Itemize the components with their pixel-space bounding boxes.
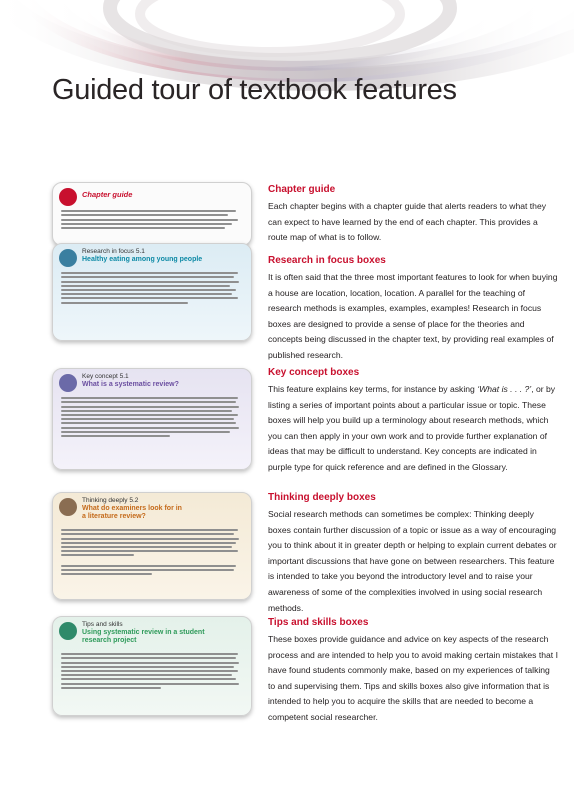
research-in-focus-thumbnail: [52, 243, 252, 341]
magnifier-icon: [59, 249, 77, 267]
thinking-deeply-section: [268, 491, 558, 616]
section-heading: Key concept boxes: [268, 367, 360, 378]
thumbnail-kicker: Key concept 5.1: [82, 373, 129, 380]
thinking-deeply-thumbnail: [52, 492, 252, 600]
chapter-guide-thumbnail: [52, 182, 252, 246]
thumbnail-kicker: Tips and skills: [82, 621, 123, 628]
section-heading: Thinking deeply boxes: [268, 492, 376, 503]
tools-icon: [59, 622, 77, 640]
thumbnail-title: Chapter guide: [82, 190, 133, 199]
section-body: Each chapter begins with a chapter guide that alerts readers to what they can expect to have learned by the end of each chapter. This provides a route map of what is to follow.: [268, 201, 547, 243]
tips-and-skills-thumbnail: [52, 616, 252, 716]
section-heading: Chapter guide: [268, 184, 336, 195]
section-heading: Tips and skills boxes: [268, 617, 369, 628]
info-icon: [59, 188, 77, 206]
thumbnail-title: What is a systematic review?: [82, 381, 179, 388]
thumbnail-title-line-2: a literature review?: [82, 513, 146, 520]
thinker-icon: [59, 498, 77, 516]
section-body: Social research methods can sometimes be complex: Thinking deeply boxes contain further discussion of a topic or issue as a way of encouraging you to think about it in greater depth or helping to explain current debates or important discussions that have gone on between researchers. This feature is intended to take you beyond the introductory level and to raise your awareness of some of the complexities involved in using social research methods.: [268, 509, 557, 613]
thumbnail-title: Using systematic review in a student: [82, 629, 205, 636]
research-in-focus-section: [268, 254, 558, 364]
thumbnail-text-lines: [53, 205, 251, 237]
thumbnail-text-lines: [53, 392, 251, 445]
section-body: These boxes provide guidance and advice on key aspects of the research process and are intended to help you to avoid making certain mistakes that I have found students commonly make, based on my experiences of talking to and supervising them. Tips and skills boxes also give information that is intended to help you to acquire the skills that are needed to become a competent social researcher.: [268, 634, 558, 722]
section-heading: Research in focus boxes: [268, 255, 386, 266]
key-icon: [59, 374, 77, 392]
thumbnail-title: What do examiners look for in: [82, 505, 182, 512]
thumbnail-title-line-2: research project: [82, 637, 137, 644]
body-text: , or by listing a series of important points about a particular issue or topic. These boxes will help you build up a terminology about research methods, which you can then apply in your own work and to provide further explanation of ideas that may be difficult to understand. Key concepts are indicated in purple type for quick reference and are defined in the Glossary.: [268, 384, 556, 472]
tips-and-skills-section: [268, 616, 558, 726]
section-body: It is often said that the three most important features to look for when buying a house are location, location, location. A parallel for the teaching of research methods is examples, examples, examples! Research in focus boxes are designed to provide a sense of place for the theories and concepts being discussed in the chapter text, by providing real examples of published research.: [268, 272, 558, 360]
key-concept-section: [268, 366, 558, 476]
thumbnail-text-lines: [53, 648, 251, 697]
body-text: This feature explains key terms, for instance by asking: [268, 384, 478, 394]
thumbnail-title: Healthy eating among young people: [82, 256, 203, 263]
thumbnail-kicker: Thinking deeply 5.2: [82, 497, 139, 504]
thumbnail-text-lines: [53, 524, 251, 583]
thumbnail-kicker: Research in focus 5.1: [82, 248, 145, 255]
header-swirl-decoration: [0, 0, 574, 140]
chapter-guide-section: [268, 183, 558, 246]
key-concept-thumbnail: [52, 368, 252, 470]
body-emphasis: ‘What is . . . ?’: [477, 384, 532, 394]
section-body: [268, 382, 558, 476]
page-title: Guided tour of textbook features: [52, 74, 457, 106]
thumbnail-text-lines: [53, 267, 251, 312]
